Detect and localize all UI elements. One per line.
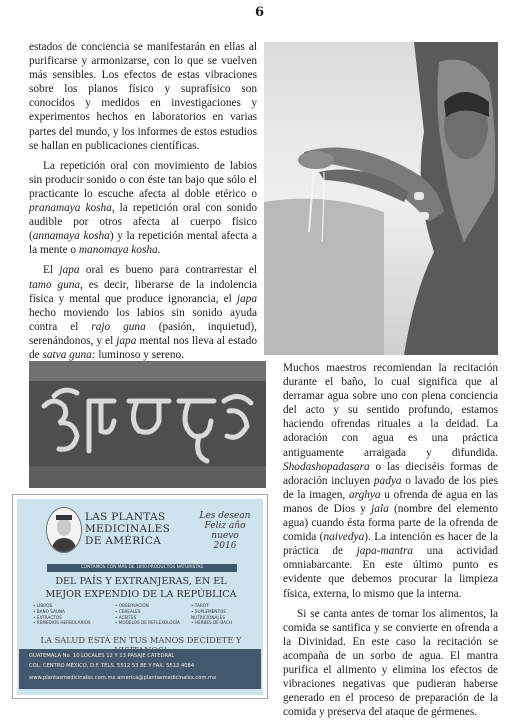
italic-term: annamaya kosha (32, 230, 110, 243)
italic-term: jala (371, 502, 389, 515)
text-run: (nombre del elemento agua) cuando ésta forma parte de la ofrenda de comida ( (283, 502, 498, 544)
text-run: ). La intención es hacer de la práctica de (283, 531, 498, 558)
italic-term: japa (59, 264, 80, 277)
ad-title-line: LAS PLANTAS (85, 511, 166, 523)
ad-list-column (191, 603, 251, 626)
ad-list-item: • LIBROS (33, 603, 53, 608)
ad-slogan: LA SALUD ESTÁ EN TUS MANOS DECÍDETE Y (40, 635, 242, 645)
text-run: Muchos maestros recomiendan la recitación durante el baño, lo cual significa que al derramar agua sobre uno con plena conciencia del acto y su sentido profundo, estamos haciendo ofrendas rituales a la deidad. La adoración con agua es una práctica antiguamente arraigada y difundida. (283, 362, 498, 459)
greeting-line: 2016 (213, 541, 237, 551)
italic-term: japa-mantra (356, 545, 414, 558)
italic-term: satva guna: (42, 348, 96, 361)
text-run: estados de conciencia se manifestarán en ellas al purificarse y armonizarse, con lo que se vuelven más sensibles. Los efectos de estas vibraciones sobre los planos físico y suprafísico son conocidos y medidos en investigaciones y experimentos hechos en laboratorios en varias partes del mundo, y los informes de estos estudios se hallan en publicaciones científicas. (29, 41, 257, 152)
ad-list-item: • REMEDIOS HERBOLARIOS (33, 620, 91, 626)
paragraph (283, 607, 498, 720)
text-run: El (43, 264, 60, 277)
italic-term: tamo guna, (29, 278, 83, 291)
ad-list-item: • EXTRACTOS (33, 614, 62, 620)
ad-list-item: • MODELOS DE REFLEXOLOGÍA (115, 620, 180, 626)
address-line: www.plantasmedicinales.com.mx america@plantasmedicinales.com.mx (29, 675, 217, 681)
herbal-store-advertisement (12, 494, 268, 699)
right-text-column (283, 361, 498, 725)
headline-line: DEL PAÍS Y EXTRANJERAS, EN EL (55, 576, 227, 587)
text-run: luminoso y sereno. (95, 348, 185, 361)
italic-term: naivedya (323, 531, 365, 544)
ad-list-item: • CEREALES (115, 608, 141, 614)
ad-store-name (85, 511, 170, 547)
text-run: Si se canta antes de tomar los alimentos, la comida se santifica y se convierte en ofrenda a la Divinidad. En este caso la recitación se acompaña de un sorbo de agua. El mantra purifica el alimento y elimina los efectos de vibraciones negativas que pudieran haberse generado en el proceso de preparación de la comida y preserva del ataque de gérmenes. (283, 607, 498, 719)
text-run: la repetición oral con sonido audible por otros afecta al cuerpo físico ( (29, 202, 257, 243)
text-run: La repetición oral con movimiento de labios sin producir sonido o con éste tan bajo que sólo el practicante lo escuche afecta al doble etérico o (29, 159, 257, 200)
carved-mantra-stone-photo (29, 361, 266, 488)
page-number: 6 (254, 5, 265, 20)
ad-title-line: MEDICINALES (85, 523, 171, 535)
ad-title-line: DE AMÉRICA (85, 535, 162, 547)
text-run: una actividad omniabarcante. En este último punto es evidente que debemos procurar la limpieza física, externa, lo mismo que la interna. (283, 545, 498, 600)
address-line: COL. CENTRO MÉXICO, D.F. TELS. 5512 53 8E Y FAX. 5512 4084 (29, 663, 195, 669)
text-run: es decir, liberarse de la indolencia física y mental que produce ignorancia, el (29, 278, 257, 305)
text-run: u ofrenda de agua en las manos de Dios y (283, 488, 498, 515)
paragraph (283, 361, 498, 601)
ad-list-column (33, 603, 91, 626)
ad-list-item: • HERBES DE BACH (191, 620, 232, 626)
text-run: hecho moviendo los labios sin sonido ayuda contra el (29, 306, 257, 333)
text-run: o lavado de los pies de la imagen, (283, 474, 498, 501)
italic-term: Shodashopadasara (283, 460, 370, 473)
text-run: oral es bueno para contrarrestar el (79, 264, 257, 277)
text-run: ) y la repetición mental afecta a la mente o (29, 230, 257, 257)
ad-list-item: • ACEITES (115, 614, 137, 620)
ad-list-item: • TAROT (191, 603, 209, 608)
address-line: GUATEMALA No. 10 LOCALES 12 Y 13 PASAJE CATEDRAL (29, 653, 175, 659)
italic-term: rajo guna (91, 320, 146, 333)
ad-list-column (115, 603, 180, 626)
founder-portrait (46, 507, 82, 553)
italic-term: japa (236, 292, 257, 305)
headline-line: MEJOR EXPENDIO DE LA REPÚBLICA (45, 589, 237, 600)
paragraph (29, 159, 257, 258)
ad-address-bar (19, 649, 261, 689)
paragraph (29, 40, 257, 153)
ad-headline (25, 575, 257, 601)
greeting-line: Les desean (199, 511, 251, 521)
woman-praying-photo (264, 42, 498, 355)
italic-term: japa (116, 334, 137, 347)
italic-term: manomaya kosha. (78, 244, 161, 257)
italic-term: arghya (348, 488, 381, 501)
ad-new-year-greeting (190, 511, 260, 551)
italic-term: pranamaya kosha, (29, 202, 115, 215)
ad-list-item: • OBSERVACIÓN (115, 603, 149, 608)
text-run: mental nos lleva al estado de (29, 334, 257, 361)
ad-list-item: • BAÑO SAUNA (33, 608, 65, 614)
greeting-line: Feliz año nuevo (204, 521, 246, 541)
left-text-column (29, 40, 257, 368)
ad-list-item: • SUPLEMENTOS NUTRICIONALES (191, 608, 226, 620)
ad-products-strip: CONTAMOS CON MÁS DE 1000 PRODUCTOS NATURISTAS (47, 564, 237, 572)
text-run: o las dieciséis formas de adoración incluyen (283, 460, 498, 487)
italic-term: padya (373, 474, 402, 487)
text-run: (pasión, inquietud), serenándonos, y el (29, 320, 258, 347)
paragraph (29, 263, 257, 362)
